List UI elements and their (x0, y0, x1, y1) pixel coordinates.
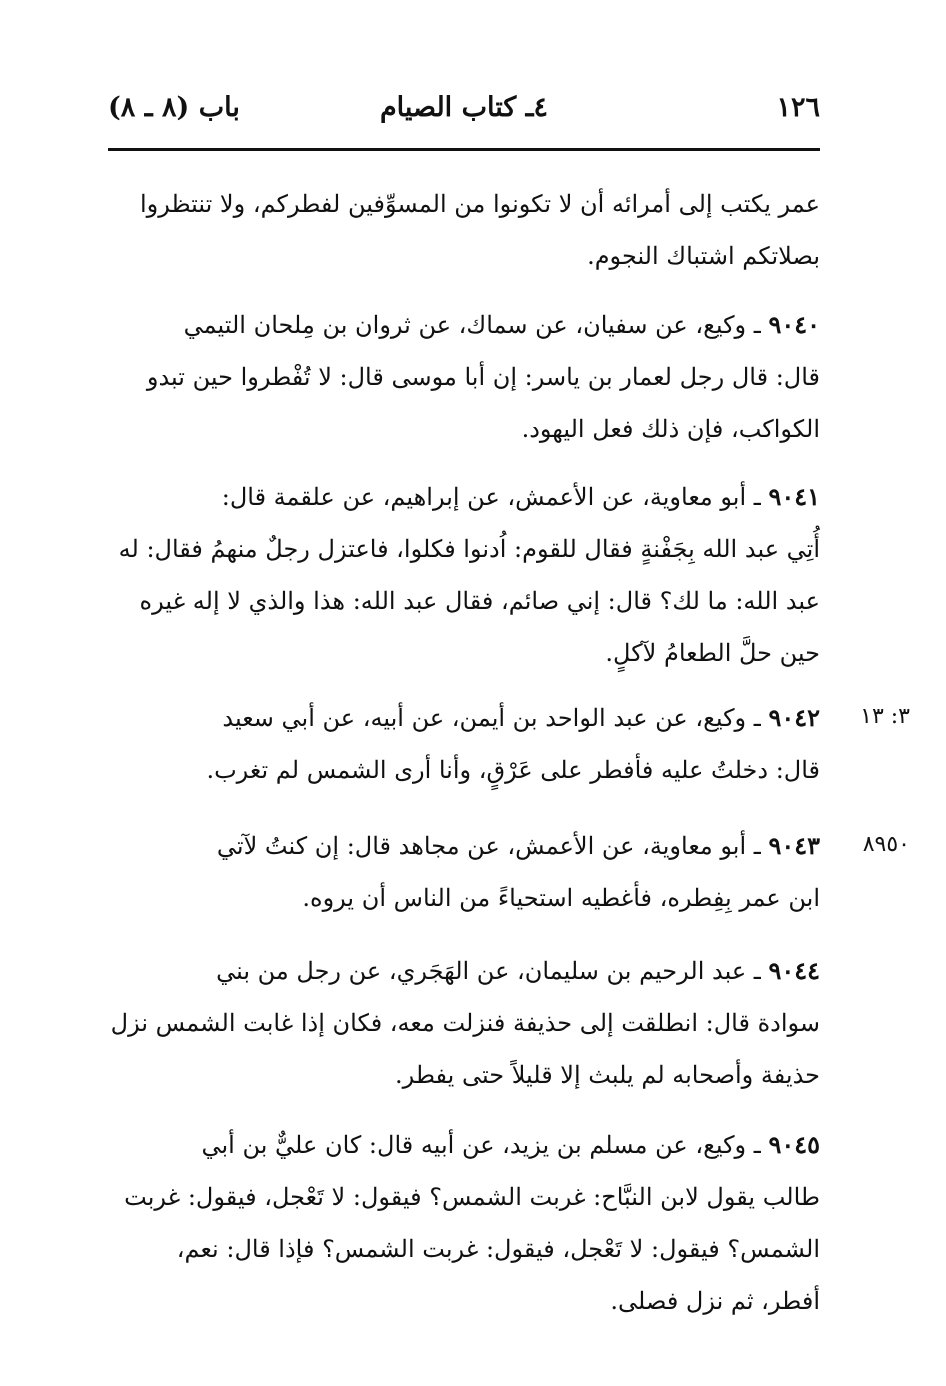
text-line: حذيفة وأصحابه لم يلبث إلا قليلاً حتى يفطر. (394, 1061, 820, 1089)
text-line: ـ أبو معاوية، عن الأعمش، عن إبراهيم، عن علقمة قال: (221, 483, 769, 511)
margin-note: ٨٩٥٠ (862, 832, 910, 857)
text-line: ـ أبو معاوية، عن الأعمش، عن مجاهد قال: إن كنتُ لآتي (216, 832, 769, 860)
text-line: عبد الله: ما لك؟ قال: إني صائم، فقال عبد الله: هذا والذي لا إله غيره (139, 587, 820, 615)
hadith-number: ٩٠٤٢ (768, 703, 820, 732)
text-line: قال: قال رجل لعمار بن ياسر: إن أبا موسى قال: لا تُفْطروا حين تبدو (146, 363, 820, 391)
text-line: ابن عمر بِفِطره، فأغطيه استحياءً من الناس أن يروه. (302, 884, 820, 912)
hadith-number: ٩٠٤٣ (768, 831, 820, 860)
text-line: ـ وكيع، عن عبد الواحد بن أيمن، عن أبيه، عن أبي سعيد (222, 704, 769, 732)
text-line: طالب يقول لابن النبَّاح: غربت الشمس؟ فيقول: لا تَعْجل، فيقول: غربت (124, 1183, 820, 1211)
hadith-9042 (108, 692, 820, 796)
hadith-9040 (108, 299, 820, 455)
continuation-paragraph (108, 178, 820, 282)
hadith-number: ٩٠٤٤ (768, 956, 820, 985)
chapter-label: باب (٨ ـ ٨) (108, 92, 240, 123)
hadith-number: ٩٠٤١ (768, 482, 820, 511)
text-line: أُتِي عبد الله بِجَفْنةٍ فقال للقوم: اُدنوا فكلوا، فاعتزل رجلٌ منهمُ فقال: له (118, 535, 820, 563)
book-title: ٤ـ كتاب الصيام (379, 92, 549, 123)
hadith-9041 (108, 471, 820, 679)
text-line: عمر يكتب إلى أمرائه أن لا تكونوا من المسوِّفين لفطركم، ولا تنتظروا (139, 190, 820, 218)
text-line: بصلاتكم اشتباك النجوم. (587, 242, 820, 270)
page-number: ١٢٦ (776, 92, 820, 123)
hadith-9044 (108, 945, 820, 1101)
text-line: سوادة قال: انطلقت إلى حذيفة فنزلت معه، فكان إذا غابت الشمس نزل (110, 1009, 820, 1037)
text-line: حين حلَّ الطعامُ لآكلٍ. (605, 639, 820, 667)
hadith-number: ٩٠٤٠ (768, 310, 820, 339)
header-rule (108, 148, 820, 151)
text-line: أفطر، ثم نزل فصلى. (610, 1287, 820, 1315)
margin-note: ٣: ١٣ (860, 704, 910, 729)
text-line: ـ وكيع، عن سفيان، عن سماك، عن ثروان بن مِلحان التيمي (183, 311, 769, 339)
page-header (108, 92, 820, 138)
text-line: ـ وكيع، عن مسلم بن يزيد، عن أبيه قال: كان عليٌّ بن أبي (201, 1131, 769, 1159)
hadith-9045 (108, 1119, 820, 1327)
text-line: الكواكب، فإن ذلك فعل اليهود. (521, 415, 820, 443)
text-line: الشمس؟ فيقول: لا تَعْجل، فيقول: غربت الشمس؟ فإذا قال: نعم، (176, 1235, 820, 1263)
hadith-9043 (108, 820, 820, 924)
text-line: قال: دخلتُ عليه فأفطر على عَرْقٍ، وأنا أرى الشمس لم تغرب. (206, 756, 820, 784)
text-line: ـ عبد الرحيم بن سليمان، عن الهَجَري، عن رجل من بني (216, 957, 769, 985)
hadith-number: ٩٠٤٥ (768, 1130, 820, 1159)
